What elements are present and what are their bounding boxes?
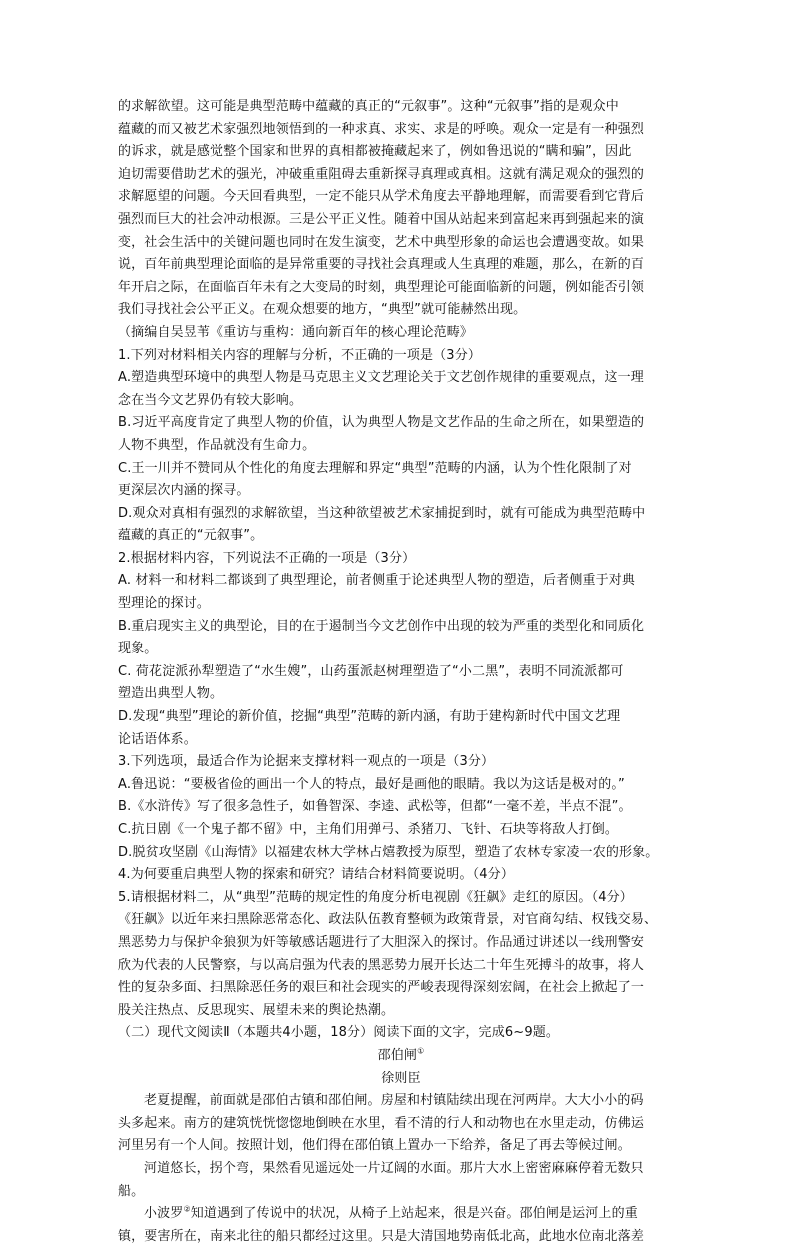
text-line [118,480,684,503]
text-line [118,955,684,978]
text-line [118,435,684,458]
line-text: 5.请根据材料二，从“典型”范畴的规定性的角度分析电视剧《狂飙》走红的原因。（4分） [118,889,633,905]
text-line [118,525,684,548]
line-text: B.习近平高度肯定了典型人物的价值，认为典型人物是文艺作品的生命之所在，如果塑造的 [118,415,645,431]
line-text: 船。 [118,1183,145,1199]
text-line [118,616,684,639]
line-text: 我们寻找社会公平正义。在观众想要的地方，“典型”就可能赫然出现。 [118,302,527,318]
text-line [118,1113,684,1136]
line-text: D.观众对真相有强烈的求解欲望，当这种欲望被艺术家捕捉到时，就有可能成为典型范畴中 [118,505,646,521]
text-line [118,887,684,910]
line-text: B.《水浒传》写了很多急性子，如鲁智深、李逵、武松等，但都“一毫不差，半点不混”。 [118,799,632,815]
line-text: 黑恶势力与保护伞狼狈为奸等敏感话题进行了大胆深入的探讨。作品通过讲述以一线刑警安 [118,934,645,950]
line-text: 现象。 [118,641,158,657]
line-text: 型理论的探讨。 [118,596,211,612]
line-text: 4.为何要重启典型人物的探索和研究？请结合材料简要说明。（4分） [118,867,514,883]
line-text: 念在当今文艺界仍有较大影响。 [118,392,303,408]
text-line [118,1000,684,1023]
text-line [118,1158,684,1181]
text-line [118,1135,684,1158]
line-text: 蕴藏的真正的“元叙事”。 [118,528,264,544]
text-line [118,593,684,616]
text-line [118,1181,684,1204]
line-text: D.发现“典型”理论的新价值，挖掘“典型”范畴的新内涵，有助于建构新时代中国文艺理 [118,709,621,725]
text-line [118,977,684,1000]
footnote-marker: ② [183,1204,191,1214]
text-line [118,367,684,390]
text-line [118,322,684,345]
line-text: A.塑造典型环境中的典型人物是马克思主义文艺理论关于文艺创作规律的重要观点，这一理 [118,370,644,386]
line-text: A. 材料一和材料二都谈到了典型理论，前者侧重于论述典型人物的塑造，后者侧重于对典 [118,573,636,589]
text-line [118,751,684,774]
text-line [118,638,684,661]
line-text: 欣为代表的人民警察，与以高启强为代表的黑恶势力展开长达二十年生死搏斗的故事，将人 [118,957,645,973]
line-text: 3.下列选项，最适合作为论据来支撑材料一观点的一项是（3分） [118,754,495,770]
line-text: 变，社会生活中的关键问题也同时在发生演变，艺术中典型形象的命运也会遭遇变故。如果 [118,234,645,250]
text-line [118,254,684,277]
line-text: D.脱贫攻坚剧《山海情》以福建农林大学林占熺教授为原型，塑造了农林专家凌一农的形象。 [118,844,659,860]
text-line [118,1203,684,1226]
text-line [118,390,684,413]
line-text: A.鲁迅说：“要极省俭的画出一个人的特点，最好是画他的眼睛。我以为这话是极对的。” [118,776,625,792]
line-text: 说，百年前典型理论面临的是异常重要的寻找社会真理或人生真理的难题，那么，在新的百 [118,257,645,273]
text-line [118,842,684,865]
text-line [118,1226,684,1248]
text-line [118,864,684,887]
line-text: （摘编自吴昱苇《重访与重构：通向新百年的核心理论范畴》 [118,324,474,340]
text-line [118,1022,684,1045]
line-text: 的求解欲望。这可能是典型范畴中蕴藏的真正的“元叙事”。这种“元叙事”指的是观众中 [118,99,619,114]
text-line [118,277,684,300]
line-text: 小波罗 [144,1206,184,1222]
text-line [118,683,684,706]
line-text: 镇，要害所在，南来北往的船只都经过这里。只是大清国地势南低北高，此地水位南北落差 [118,1228,645,1244]
text-line [118,232,684,255]
line-text: 论话语体系。 [118,731,197,747]
text-line [118,706,684,729]
line-text: 股关注热点、反思现实、展望未来的舆论热潮。 [118,1002,395,1018]
text-line [118,570,684,593]
line-text: 徐则臣 [381,1070,421,1086]
footnote-marker: ① [417,1046,425,1056]
line-text: 蕴藏的而又被艺术家强烈地领悟到的一种求真、求实、求是的呼唤。观众一定是有一种强烈 [118,121,645,137]
line-text: 性的复杂多面、扫黑除恶任务的艰巨和社会现实的严峻表现得深刻宏阔，在社会上掀起了一 [118,980,645,996]
line-text: 头多起来。南方的建筑恍恍惚惚地倒映在水里，看不清的行人和动物也在水里走动，仿佛运 [118,1115,645,1131]
line-text: 的诉求，就是感觉整个国家和世界的真相都被掩藏起来了，例如鲁迅说的“瞒和骗”，因此 [118,144,632,160]
text-line [118,729,684,752]
text-line [118,1090,684,1113]
line-text: 年开启之际，在面临百年未有之大变局的时刻，典型理论可能面临新的问题，例如能否引领 [118,279,645,295]
line-text: C.王一川并不赞同从个性化的角度去理解和界定“典型”范畴的内涵，认为个性化限制了对 [118,460,632,476]
text-line [118,503,684,526]
text-line [118,548,684,571]
text-line [118,141,684,164]
text-line [118,299,684,322]
document-page [118,96,684,1248]
line-text: 2.根据材料内容，下列说法不正确的一项是（3分） [118,550,416,566]
line-text: 迫切需要借助艺术的强光，冲破重重阻碍去重新探寻真理或真相。这就有满足观众的强烈的 [118,166,645,182]
text-line [118,774,684,797]
line-text: 河道悠长，拐个弯，果然看见遥远处一片辽阔的水面。那片大水上密密麻麻停着无数只 [144,1160,644,1176]
text-line [118,796,684,819]
line-text-rest: 知道遇到了传说中的状况，从椅子上站起来，很是兴奋。邵伯闸是运河上的重 [190,1206,638,1222]
line-text: 塑造出典型人物。 [118,686,224,702]
line-text: 1.下列对材料相关内容的理解与分析，不正确的一项是（3分） [118,347,482,363]
text-line [118,412,684,435]
line-text: 更深层次内涵的探寻。 [118,483,250,499]
text-line [118,186,684,209]
line-text: 强烈而巨大的社会冲动根源。三是公平正义性。随着中国从站起来到富起来再到强起来的演 [118,211,645,227]
text-line [118,819,684,842]
text-line [118,1045,684,1068]
line-text: 邵伯闸 [377,1047,418,1063]
text-line [118,209,684,232]
text-line [118,1068,684,1091]
text-line [118,345,684,368]
line-text: （二）现代文阅读Ⅱ（本题共4小题，18分）阅读下面的文字，完成6~9题。 [118,1025,560,1041]
line-text: 老夏提醒，前面就是邵伯古镇和邵伯闸。房屋和村镇陆续出现在河两岸。大大小小的码 [144,1093,644,1109]
text-line [118,164,684,187]
text-line [118,458,684,481]
text-line [118,96,684,119]
line-text: 河里另有一个人间。按照计划，他们得在邵伯镇上置办一下给养，备足了再去等候过闸。 [118,1138,631,1154]
line-text: C. 荷花淀派孙犁塑造了“水生嫂”，山药蛋派赵树理塑造了“小二黑”，表明不同流派都可 [118,663,624,679]
text-line [118,119,684,142]
line-text: 人物不典型，作品就没有生命力。 [118,437,316,453]
line-text: 《狂飙》以近年来扫黑除恶常态化、政法队伍教育整顿为政策背景，对官商勾结、权钱交易、 [118,912,658,928]
text-line [118,932,684,955]
text-line [118,661,684,684]
line-text: 求解愿望的问题。今天回看典型，一定不能只从学术角度去平静地理解，而需要看到它背后 [118,189,645,205]
line-text: C.抗日剧《一个鬼子都不留》中，主角们用弹弓、杀猪刀、飞针、石块等将敌人打倒。 [118,822,619,837]
line-text: B.重启现实主义的典型论，目的在于遏制当今文艺创作中出现的较为严重的类型化和同质化 [118,618,645,634]
text-line [118,909,684,932]
